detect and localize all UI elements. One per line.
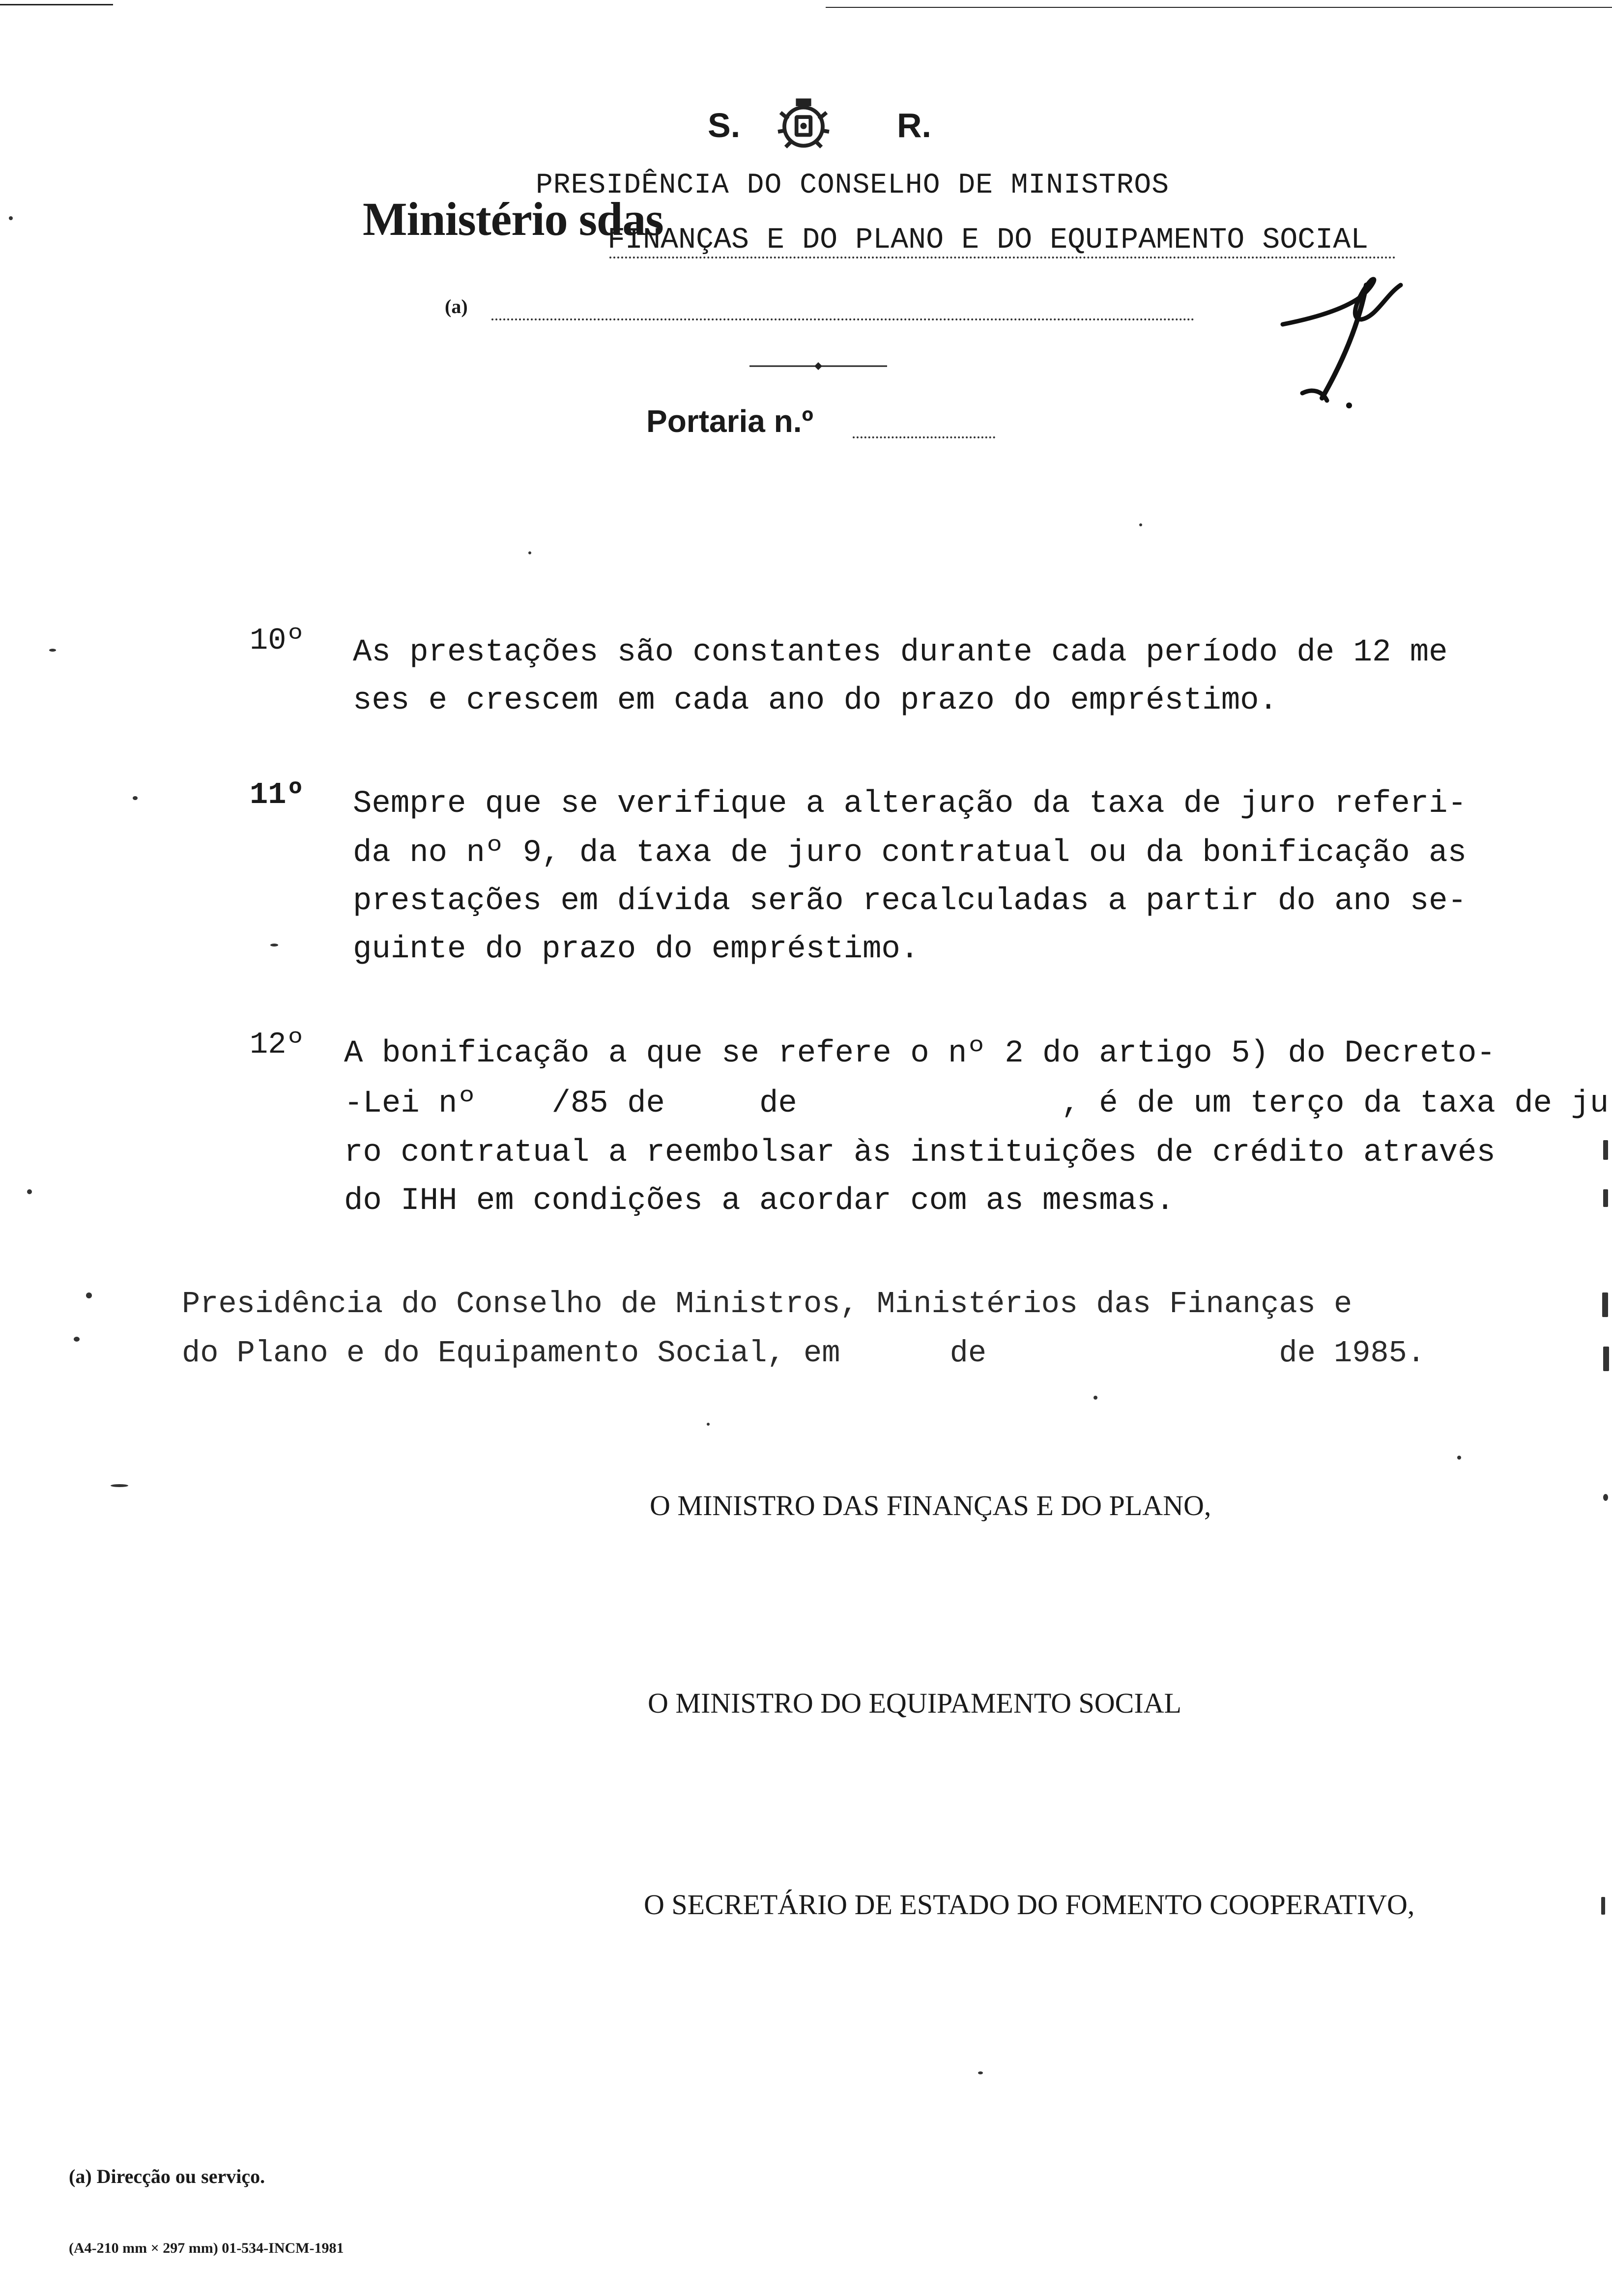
scan-speck bbox=[1602, 1292, 1608, 1317]
decorative-rule bbox=[745, 361, 892, 371]
portaria-dotted-line bbox=[853, 436, 995, 438]
header-letter-s: S. bbox=[708, 106, 741, 144]
scan-speck bbox=[74, 1337, 80, 1342]
ministerio-name: FINANÇAS E DO PLANO E DO EQUIPAMENTO SOCIAL bbox=[607, 224, 1369, 257]
handwritten-initials bbox=[1273, 265, 1415, 413]
scan-speck bbox=[111, 1484, 128, 1487]
scan-speck bbox=[1603, 1189, 1608, 1207]
scan-speck bbox=[270, 944, 278, 947]
item-text-line: Sempre que se verifique a alteração da taxa de juro referi- bbox=[353, 786, 1467, 822]
ministerio-prefix: Ministério sdas bbox=[363, 193, 663, 245]
scan-speck bbox=[49, 649, 56, 652]
scan-speck bbox=[1603, 1494, 1608, 1501]
scan-speck bbox=[707, 1423, 710, 1426]
scan-speck bbox=[1601, 1897, 1605, 1915]
portaria-label: Portaria n.º bbox=[646, 403, 813, 439]
scan-speck bbox=[1139, 523, 1142, 526]
signature-minister-equipamento: O MINISTRO DO EQUIPAMENTO SOCIAL bbox=[648, 1687, 1181, 1719]
scan-speck bbox=[1457, 1456, 1461, 1460]
scan-speck bbox=[27, 1189, 32, 1194]
scan-edge-line bbox=[0, 4, 113, 5]
presidencia-heading: PRESIDÊNCIA DO CONSELHO DE MINISTROS bbox=[536, 170, 1170, 201]
signature-minister-financas: O MINISTRO DAS FINANÇAS E DO PLANO, bbox=[650, 1490, 1211, 1521]
coat-of-arms-icon bbox=[772, 93, 835, 157]
scan-speck bbox=[1603, 1140, 1608, 1160]
item-text-line: A bonificação a que se refere o nº 2 do artigo 5) do Decreto- bbox=[344, 1036, 1496, 1071]
scan-speck bbox=[133, 796, 138, 800]
item-text-line: ses e crescem em cada ano do prazo do empréstimo. bbox=[353, 683, 1278, 718]
scan-speck bbox=[86, 1292, 92, 1298]
item-text-line: -Lei nº /85 de de , é de um terço da taxa de ju bbox=[344, 1086, 1609, 1121]
direction-dotted-line bbox=[491, 318, 1194, 320]
direction-label: (a) bbox=[445, 295, 468, 317]
item-text-line: da no nº 9, da taxa de juro contratual ou da bonificação as bbox=[353, 835, 1467, 871]
item-number: 10º bbox=[250, 623, 305, 658]
scan-speck bbox=[1603, 1347, 1609, 1371]
scan-speck bbox=[9, 216, 13, 220]
footnote: (a) Direcção ou serviço. bbox=[69, 2165, 265, 2187]
form-reference: (A4-210 mm × 297 mm) 01-534-INCM-1981 bbox=[69, 2240, 344, 2256]
item-number: 11º bbox=[250, 777, 305, 812]
item-text-line: prestações em dívida serão recalculadas a partir do ano se- bbox=[353, 884, 1467, 919]
item-text-line: ro contratual a reembolsar às instituições de crédito através bbox=[344, 1135, 1496, 1171]
header-letter-r: R. bbox=[897, 106, 931, 144]
item-text-line: do IHH em condições a acordar com as mesmas. bbox=[344, 1183, 1175, 1219]
scan-speck bbox=[1094, 1396, 1097, 1400]
scan-edge-line bbox=[826, 7, 1612, 8]
scan-speck bbox=[978, 2071, 983, 2074]
item-text-line: As prestações são constantes durante cada período de 12 me bbox=[353, 635, 1448, 670]
scan-speck bbox=[528, 551, 531, 554]
closing-line: Presidência do Conselho de Ministros, Ministérios das Finanças e bbox=[182, 1287, 1353, 1321]
item-text-line: guinte do prazo do empréstimo. bbox=[353, 932, 920, 967]
item-number: 12º bbox=[250, 1027, 305, 1062]
closing-line: do Plano e do Equipamento Social, em de de 1985. bbox=[182, 1336, 1426, 1371]
signature-secretario-estado: O SECRETÁRIO DE ESTADO DO FOMENTO COOPERATIVO, bbox=[644, 1889, 1415, 1921]
